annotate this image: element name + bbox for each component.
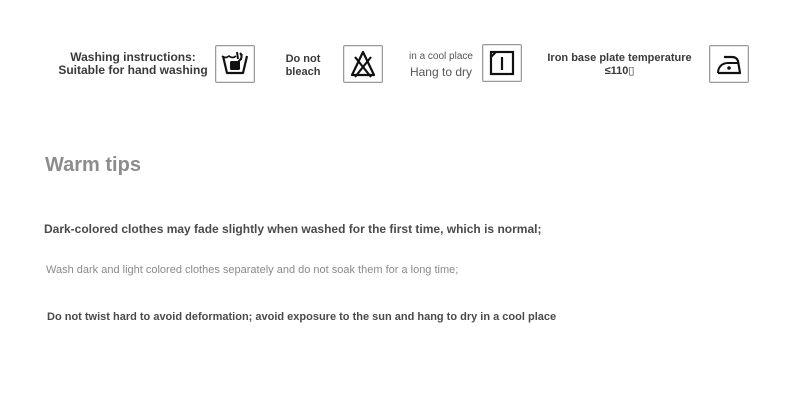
iron-low-temperature-icon <box>709 45 749 83</box>
warm-tip-item: Do not twist hard to avoid deformation; avoid exposure to the sun and hang to dry in a cool place <box>47 311 557 323</box>
care-label-line: ≤110▯ <box>604 65 635 77</box>
care-label-bleach <box>276 53 330 79</box>
care-label-line: Do not <box>285 53 321 65</box>
hand-wash-icon <box>215 45 255 83</box>
warm-tip-item: Dark-colored clothes may fade slightly when washed for the first time, which is normal; <box>44 222 542 236</box>
care-label-line: Iron base plate temperature <box>547 52 692 64</box>
care-label-line: bleach <box>285 66 321 78</box>
care-label-line: Washing instructions: <box>70 50 196 64</box>
care-instructions-row <box>0 0 800 100</box>
do-not-bleach-icon <box>343 45 383 83</box>
warm-tip-item: Wash dark and light colored clothes separately and do not soak them for a long time; <box>46 264 459 276</box>
care-label-iron <box>542 52 697 78</box>
care-label-dry <box>401 50 481 79</box>
line-dry-shade-icon <box>482 44 522 82</box>
care-label-washing <box>48 51 218 77</box>
care-label-line: Suitable for hand washing <box>58 63 208 77</box>
care-label-line: Hang to dry <box>409 65 473 79</box>
care-label-line: in a cool place <box>409 51 473 62</box>
warm-tips-title: Warm tips <box>45 154 141 176</box>
